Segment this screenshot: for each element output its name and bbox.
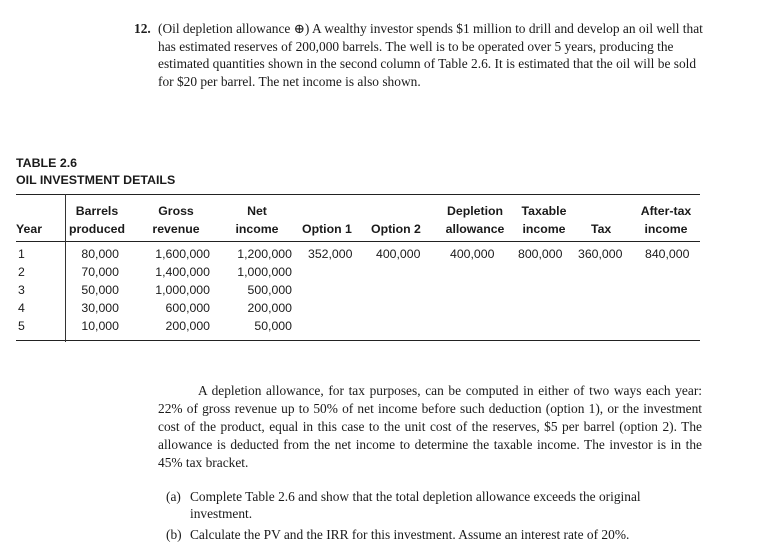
table-number: TABLE 2.6 [16,156,78,170]
header-year: Year [16,222,42,236]
part-b [166,526,702,543]
table-cell-year: 3 [18,283,25,297]
header-option1: Option 1 [302,222,352,236]
table-cell-year: 1 [18,247,25,261]
table-cell-depletion: 400,000 [450,247,495,261]
header-net-line2: income [235,222,279,236]
problem-number: 12. [134,21,151,36]
table-bottom-rule [16,340,700,341]
part-a-label: (a) [166,489,181,504]
header-gross-line1: Gross [158,204,194,218]
table-cell-barrels: 10,000 [81,319,119,333]
table-cell-barrels: 50,000 [81,283,119,297]
table-cell-barrels: 70,000 [81,265,119,279]
header-taxable-line1: Taxable [521,204,567,218]
paragraph-text: A depletion allowance, for tax purposes, can be computed in either of two ways each year: 22% of gross revenue up to 50% of net income before such deduction (option 1), or the investment cost of the product, equal in this case to the unit cost of the reserves, $5 per barrel (option 2). The allowance is deducted from the net income to determine the taxable income. The investor is in the 45% tax bracket. [158,383,702,470]
table-cell-net: 200,000 [247,301,292,315]
table-cell-tax: 360,000 [578,247,623,261]
header-option2: Option 2 [371,222,421,236]
header-aftertax-line1: After-tax [640,204,692,218]
header-barrels-line1: Barrels [75,204,119,218]
table-cell-gross: 600,000 [165,301,210,315]
table-cell-taxable: 800,000 [518,247,563,261]
table-cell-aftertax: 840,000 [645,247,690,261]
table-cell-year: 4 [18,301,25,315]
table-cell-barrels: 80,000 [81,247,119,261]
header-depletion-line1: Depletion [446,204,504,218]
table-cell-net: 500,000 [247,283,292,297]
table-header-rule [16,241,700,242]
table-title: OIL INVESTMENT DETAILS [16,173,176,187]
problem-text: (Oil depletion allowance ⊕) A wealthy investor spends $1 million to drill and develop an oil well that has estimated reserves of 200,000 barrels. The well is to be operated over 5 years, producing the estimated quantities shown in the second column of Table 2.6. It is estimated that the oil will be sold for $20 per barrel. The net income is also shown. [158,21,703,89]
table-cell-net: 50,000 [254,319,292,333]
header-net-line1: Net [247,204,267,218]
table-cell-net: 1,200,000 [237,247,292,261]
table-cell-gross: 200,000 [165,319,210,333]
part-b-text: Calculate the PV and the IRR for this investment. Assume an interest rate of 20%. [190,527,630,542]
table-cell-option1: 352,000 [308,247,353,261]
part-b-label: (b) [166,527,182,542]
table-cell-option2: 400,000 [376,247,421,261]
header-tax: Tax [591,222,612,236]
table-cell-year: 2 [18,265,25,279]
table-cell-gross: 1,400,000 [155,265,210,279]
header-aftertax-line2: income [644,222,688,236]
problem-statement [134,20,704,90]
table-top-rule [16,194,700,195]
header-barrels-line2: produced [68,222,126,236]
table-caption [16,155,175,189]
header-taxable-line2: income [522,222,566,236]
depletion-paragraph [158,382,702,472]
table-cell-barrels: 30,000 [81,301,119,315]
header-depletion-line2: allowance [445,222,505,236]
table-cell-gross: 1,600,000 [155,247,210,261]
table-cell-net: 1,000,000 [237,265,292,279]
header-gross-line2: revenue [152,222,200,236]
part-a [166,488,702,522]
table-cell-year: 5 [18,319,25,333]
table-cell-gross: 1,000,000 [155,283,210,297]
part-a-text: Complete Table 2.6 and show that the total depletion allowance exceeds the original investment. [190,489,641,521]
problem-parts [166,488,702,547]
